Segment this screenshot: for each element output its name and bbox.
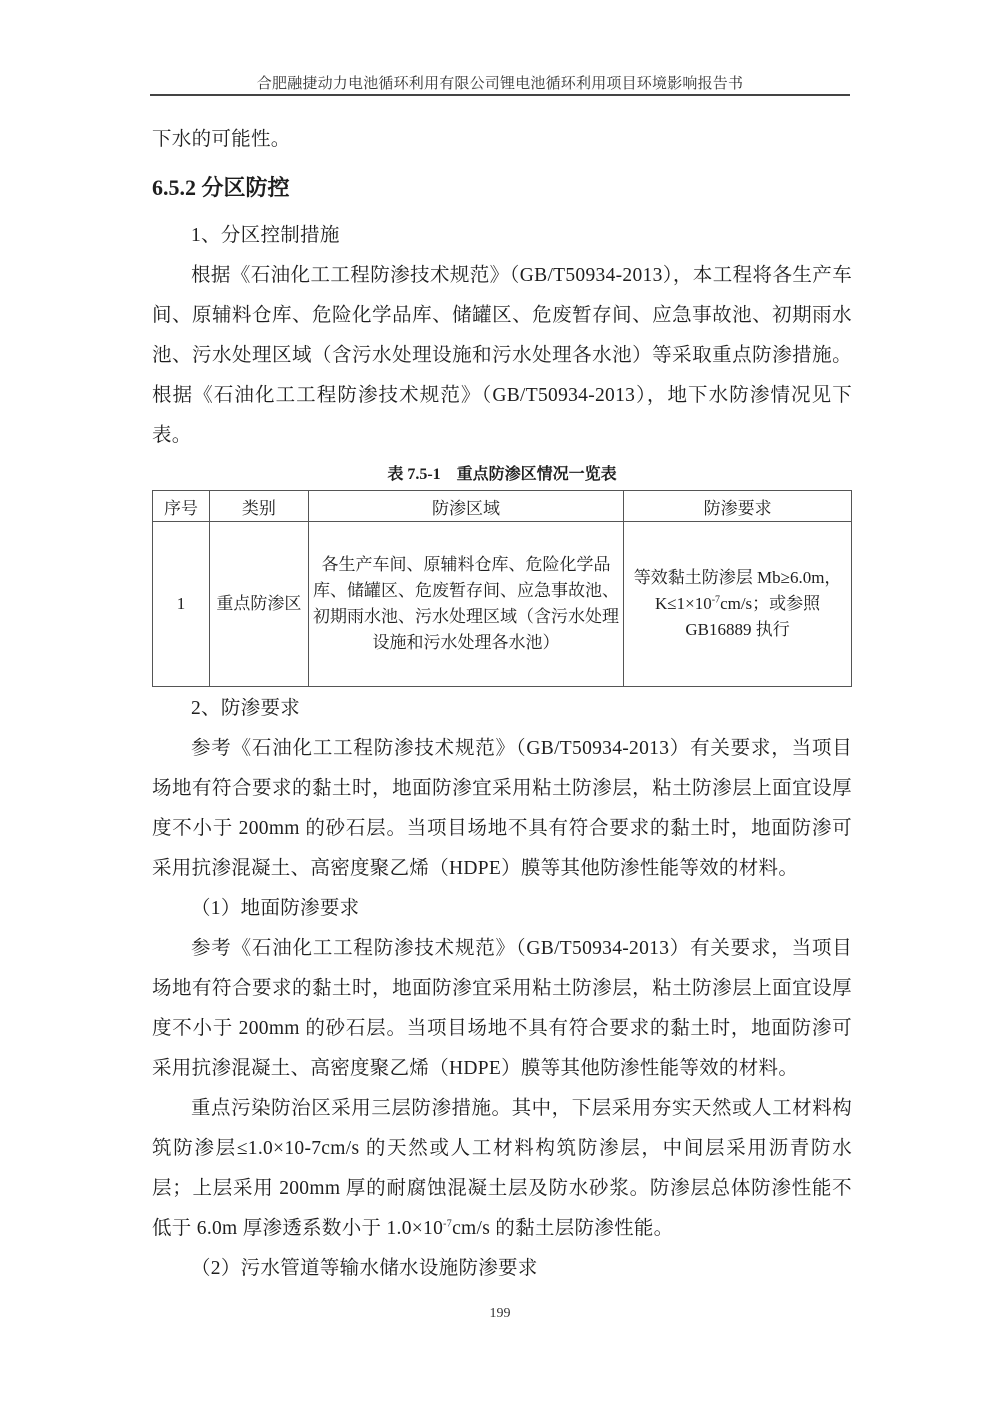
- cell-no: 1: [153, 522, 210, 687]
- running-header: 合肥融捷动力电池循环利用有限公司锂电池循环利用项目环境影响报告书: [256, 76, 744, 92]
- continued-text: 下水的可能性。: [152, 129, 291, 150]
- cell-category: 重点防渗区: [209, 522, 308, 687]
- requirement-line-1: 等效黏土防渗层 Mb≥6.0m，: [633, 568, 842, 587]
- section-heading: 6.5.2 分区防控: [152, 175, 290, 200]
- cell-requirement: [624, 522, 852, 687]
- table-caption: 表 7.5-1 重点防渗区情况一览表: [387, 466, 617, 483]
- table-header-row: [153, 491, 852, 522]
- header-requirement: 防渗要求: [624, 491, 852, 522]
- three-layer-text: 重点污染防治区采用三层防渗措施。其中，下层采用夯实天然或人工材料构筑防渗层≤1.0×10-7cm/s 的天然或人工材料构筑防渗层，中间层采用沥青防水层；上层采用 200mm 厚的耐腐蚀混凝土层及防水砂浆。防渗层总体防渗性能不低于 6.0m 厚渗透系数小于 1.0×10: [152, 1098, 852, 1239]
- requirement-line-3: GB16889 执行: [685, 620, 790, 639]
- header-no: 序号: [153, 491, 210, 522]
- subsection-heading-2: 2、防渗要求: [191, 698, 301, 719]
- subsection-heading-1: 1、分区控制措施: [191, 225, 340, 246]
- requirement-line-2: [628, 591, 847, 617]
- header-rule: [150, 94, 850, 96]
- table-row: [153, 522, 852, 687]
- item-heading-1: （1）地面防渗要求: [191, 898, 360, 919]
- item-heading-2: （2）污水管道等输水储水设施防渗要求: [191, 1258, 538, 1279]
- paragraph-ground: 参考《石油化工工程防渗技术规范》（GB/T50934-2013）有关要求，当项目场地有符合要求的黏土时，地面防渗宜采用粘土防渗层，粘土防渗层上面宜设厚度不小于 200mm 的砂石层。当项目场地不具有符合要求的黏土时，地面防渗可采用抗渗混凝土、高密度聚乙烯（HDPE）膜等其他防渗性能等效的材料。: [152, 938, 852, 1079]
- paragraph-three-layer: [152, 1089, 852, 1249]
- page-body: [152, 120, 852, 1289]
- exponent: -7: [443, 1218, 453, 1230]
- seepage-zone-table: [152, 490, 852, 687]
- paragraph-zoning: 根据《石油化工工程防渗技术规范》（GB/T50934-2013），本工程将各生产车间、原辅料仓库、危险化学品库、储罐区、危废暂存间、应急事故池、初期雨水池、污水处理区域（含污水处理设施和污水处理各水池）等采取重点防渗措施。根据《石油化工工程防渗技术规范》（GB/T50934-2013），地下水防渗情况见下表。: [152, 265, 852, 446]
- cell-area: 各生产车间、原辅料仓库、危险化学品库、储罐区、危废暂存间、应急事故池、初期雨水池、污水处理区域（含污水处理设施和污水处理各水池）: [308, 522, 623, 687]
- requirement-k-value: K≤1×10: [655, 594, 712, 613]
- page-number: 199: [489, 1306, 511, 1321]
- exponent: -7: [711, 594, 721, 606]
- requirement-unit: cm/s；或参照: [720, 594, 821, 613]
- paragraph-requirements: 参考《石油化工工程防渗技术规范》（GB/T50934-2013）有关要求，当项目场地有符合要求的黏土时，地面防渗宜采用粘土防渗层，粘土防渗层上面宜设厚度不小于 200mm 的砂石层。当项目场地不具有符合要求的黏土时，地面防渗可采用抗渗混凝土、高密度聚乙烯（HDPE）膜等其他防渗性能等效的材料。: [152, 738, 852, 879]
- three-layer-text-end: cm/s 的黏土层防渗性能。: [452, 1218, 674, 1239]
- header-category: 类别: [209, 491, 308, 522]
- header-area: 防渗区域: [308, 491, 623, 522]
